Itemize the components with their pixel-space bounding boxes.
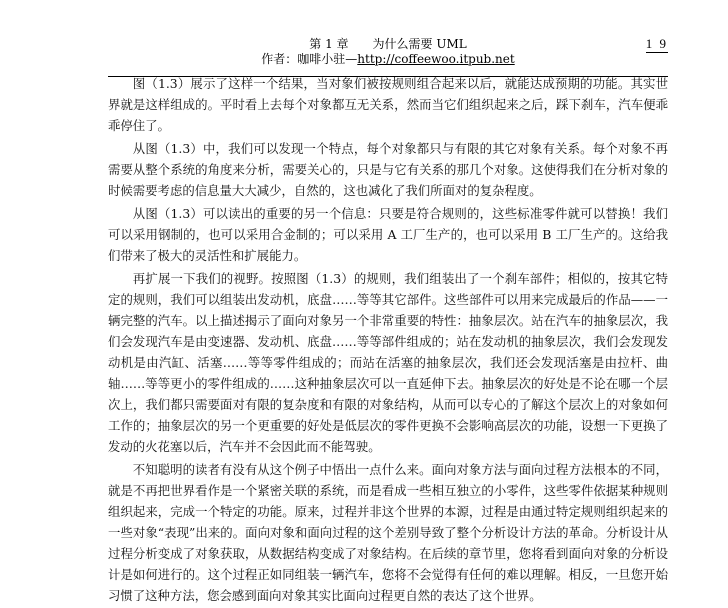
paragraph-3: 从图（1.3）可以读出的重要的另一个信息：只要是符合规则的，这些标准零件就可以替换！我们可以采用钢制的，也可以采用合金制的；可以采用 A 工厂生产的，也可以采用 B 工厂生产的。这给我们带来了极大的灵活性和扩展能力。 xyxy=(108,206,668,263)
page-number: 1 9 xyxy=(645,36,668,51)
page-header xyxy=(108,36,668,77)
author-prefix: 作者：咖啡小驻— xyxy=(261,52,358,66)
paragraph-4: 再扩展一下我们的视野。按照图（1.3）的规则，我们组装出了一个刹车部件；相似的，按其它特定的规则，我们可以组装出发动机，底盘……等等其它部件。这些部件可以用来完成最后的作品——一辆完整的汽车。以上描述揭示了面向对象另一个非常重要的特性：抽象层次。站在汽车的抽象层次，我们会发现汽车是由变速器、发动机、底盘……等等部件组成的；站在发动机的抽象层次，我们会发现发动机是由汽缸、活塞……等等零件组成的；而站在活塞的抽象层次，我们还会发现活塞是由拉杆、曲轴……等等更小的零件组成的……这种抽象层次可以一直延伸下去。抽象层次的好处是不论在哪一个层次上，我们都只需要面对有限的复杂度和有限的对象结构，从而可以专心的了解这个层次上的对象如何工作的；抽象层次的另一个更重要的好处是低层次的零件更换不会影响高层次的功能，设想一下更换了发动的火花塞以后，汽车并不会因此而不能驾驶。 xyxy=(108,271,668,454)
paragraph-2: 从图（1.3）中，我们可以发现一个特点，每个对象都只与有限的其它对象有关系。每个对象不再需要从整个系统的角度来分析，需要关心的，只是与它有关系的那几个对象。这使得我们在分析对象的时候需要考虑的信息量大大减少，自然的，这也减化了我们所面对的复杂程度。 xyxy=(108,141,668,198)
chapter-title: 第 1 章 为什么需要 UML xyxy=(309,37,467,51)
author-url-link[interactable]: http://coffeewoo.itpub.net xyxy=(357,52,515,66)
paragraph-1: 图（1.3）展示了这样一个结果，当对象们被按规则组合起来以后，就能达成预期的功能。其实世界就是这样组成的。平时看上去每个对象都互无关系，然而当它们组织起来之后，踩下刹车，汽车便乖乖停住了。 xyxy=(108,76,668,133)
author-line xyxy=(108,51,668,67)
body-text xyxy=(108,73,668,608)
paragraph-5: 不知聪明的读者有没有从这个例子中悟出一点什么来。面向对象方法与面向过程方法根本的不同，就是不再把世界看作是一个紧密关联的系统，而是看成一些相互独立的小零件，这些零件依据某种规则组织起来，完成一个特定的功能。原来，过程并非这个世界的本源，过程是由通过特定规则组织起来的一些对象“表现”出来的。面向对象和面向过程的这个差别导致了整个分析设计方法的革命。分析设计从过程分析变成了对象获取，从数据结构变成了对象结构。在后续的章节里，您将看到面向对象的分析设计是如何进行的。这个过程正如同组装一辆汽车，您将不会觉得有任何的难以理解。相反，一旦您开始习惯了这种方法，您会感到面向对象其实比面向过程更自然的表达了这个世界。 xyxy=(108,462,668,603)
